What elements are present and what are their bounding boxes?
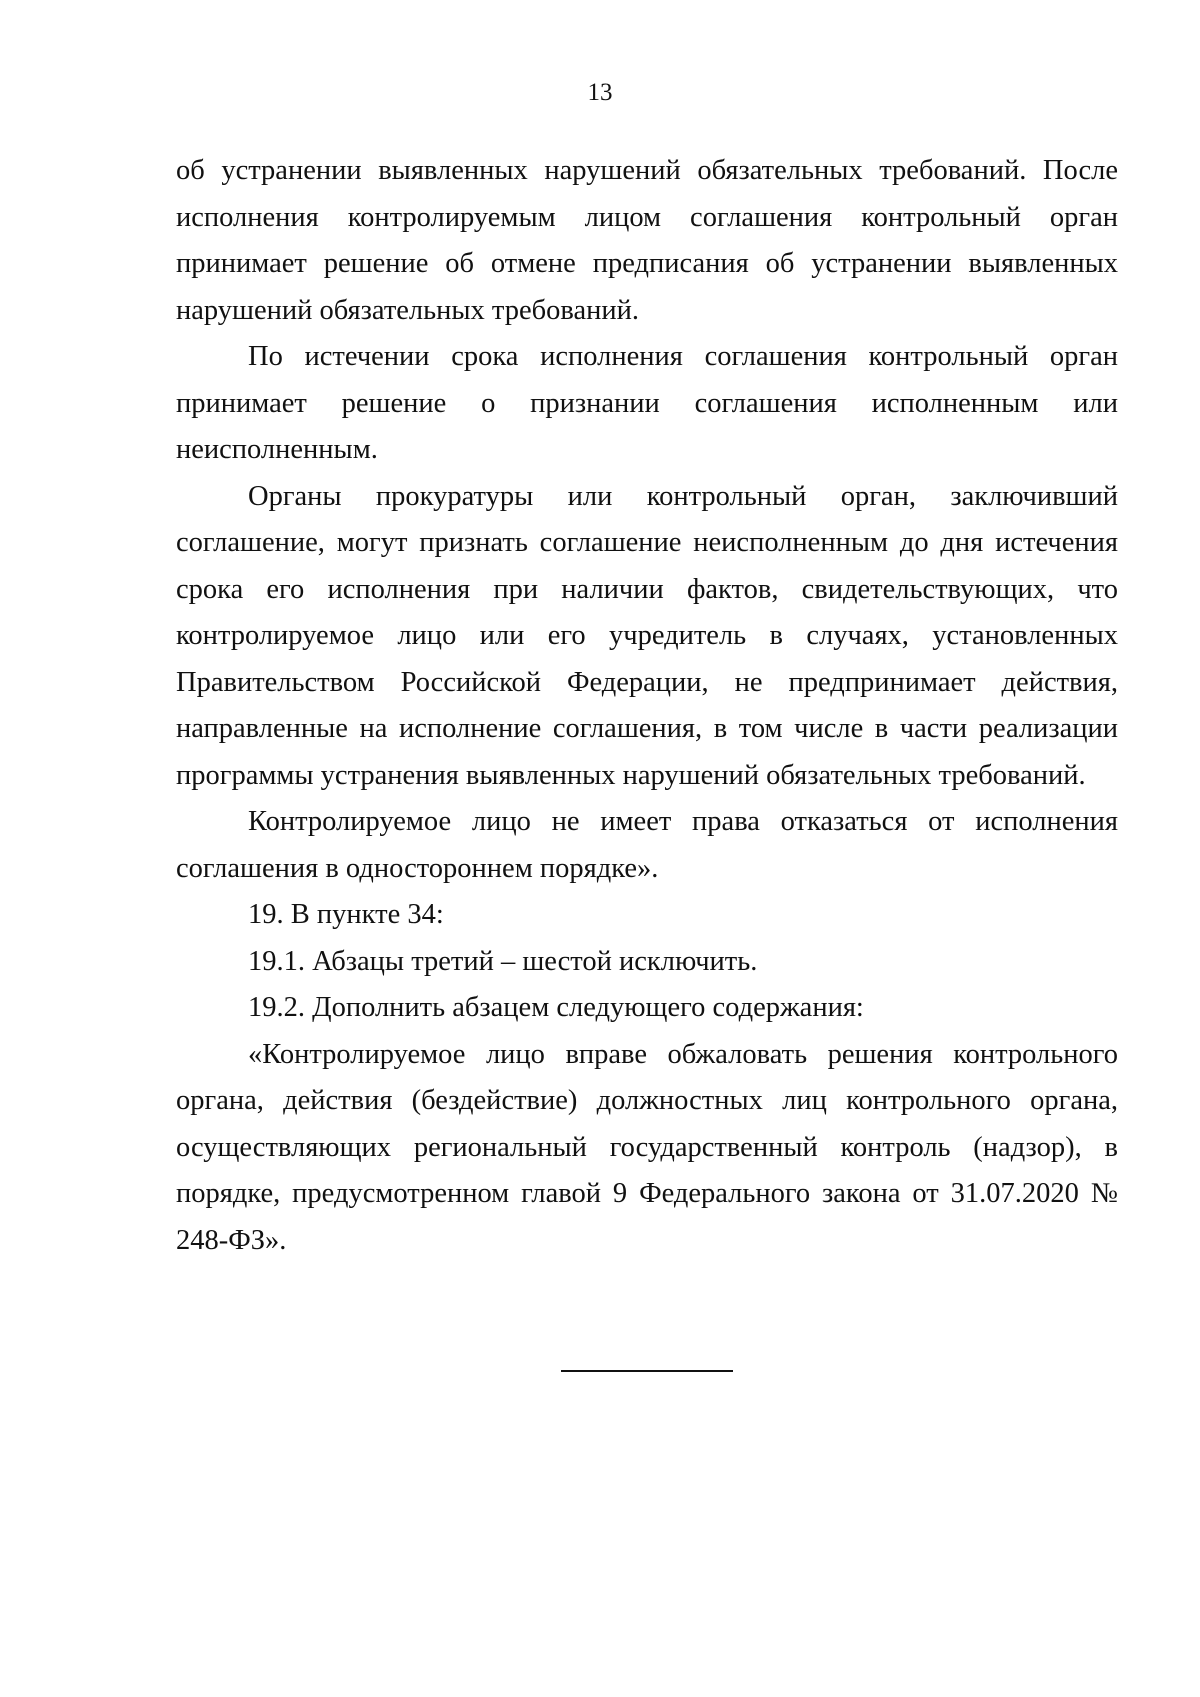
paragraph-item-19-1: 19.1. Абзацы третий – шестой исключить. [248,945,758,977]
paragraph-appeal-right: «Контролируемое лицо вправе обжаловать решения контрольного органа, действия (бездействие) должностных лиц контрольного органа, осуществляющих региональный государственный контроль (надзор), в порядке, предусмотренном главой 9 Федерального закона от 31.07.2020 № 248-ФЗ». [176,1038,1118,1256]
paragraph-expiry-decision: По истечении срока исполнения соглашения контрольный орган принимает решение о признании соглашения исполненным или неисполненным. [176,341,1118,465]
paragraph-continuation: об устранении выявленных нарушений обязательных требований. После исполнения контролируемым лицом соглашения контрольный орган принимает решение об отмене предписания об устранении выявленных нарушений обязательных требований. [176,155,1118,326]
paragraph-item-19-2: 19.2. Дополнить абзацем следующего содержания: [248,992,864,1023]
paragraph-no-refusal: Контролируемое лицо не имеет права отказаться от исполнения соглашения в одностороннем порядке». [176,806,1118,884]
closing-divider [561,1370,733,1372]
page-number: 13 [587,79,613,106]
paragraph-non-fulfillment: Органы прокуратуры или контрольный орган, заключивший соглашение, могут признать соглашение неисполненным до дня истечения срока его исполнения при наличии фактов, свидетельствующих, что контролируемое лицо или его учредитель в случаях, установленных Правительством Российской Федерации, не предпринимает действия, направленные на исполнение соглашения, в том числе в части реализации программы устранения выявленных нарушений обязательных требований. [176,480,1118,791]
paragraph-item-19: 19. В пункте 34: [248,899,444,930]
document-body [176,148,1118,1264]
